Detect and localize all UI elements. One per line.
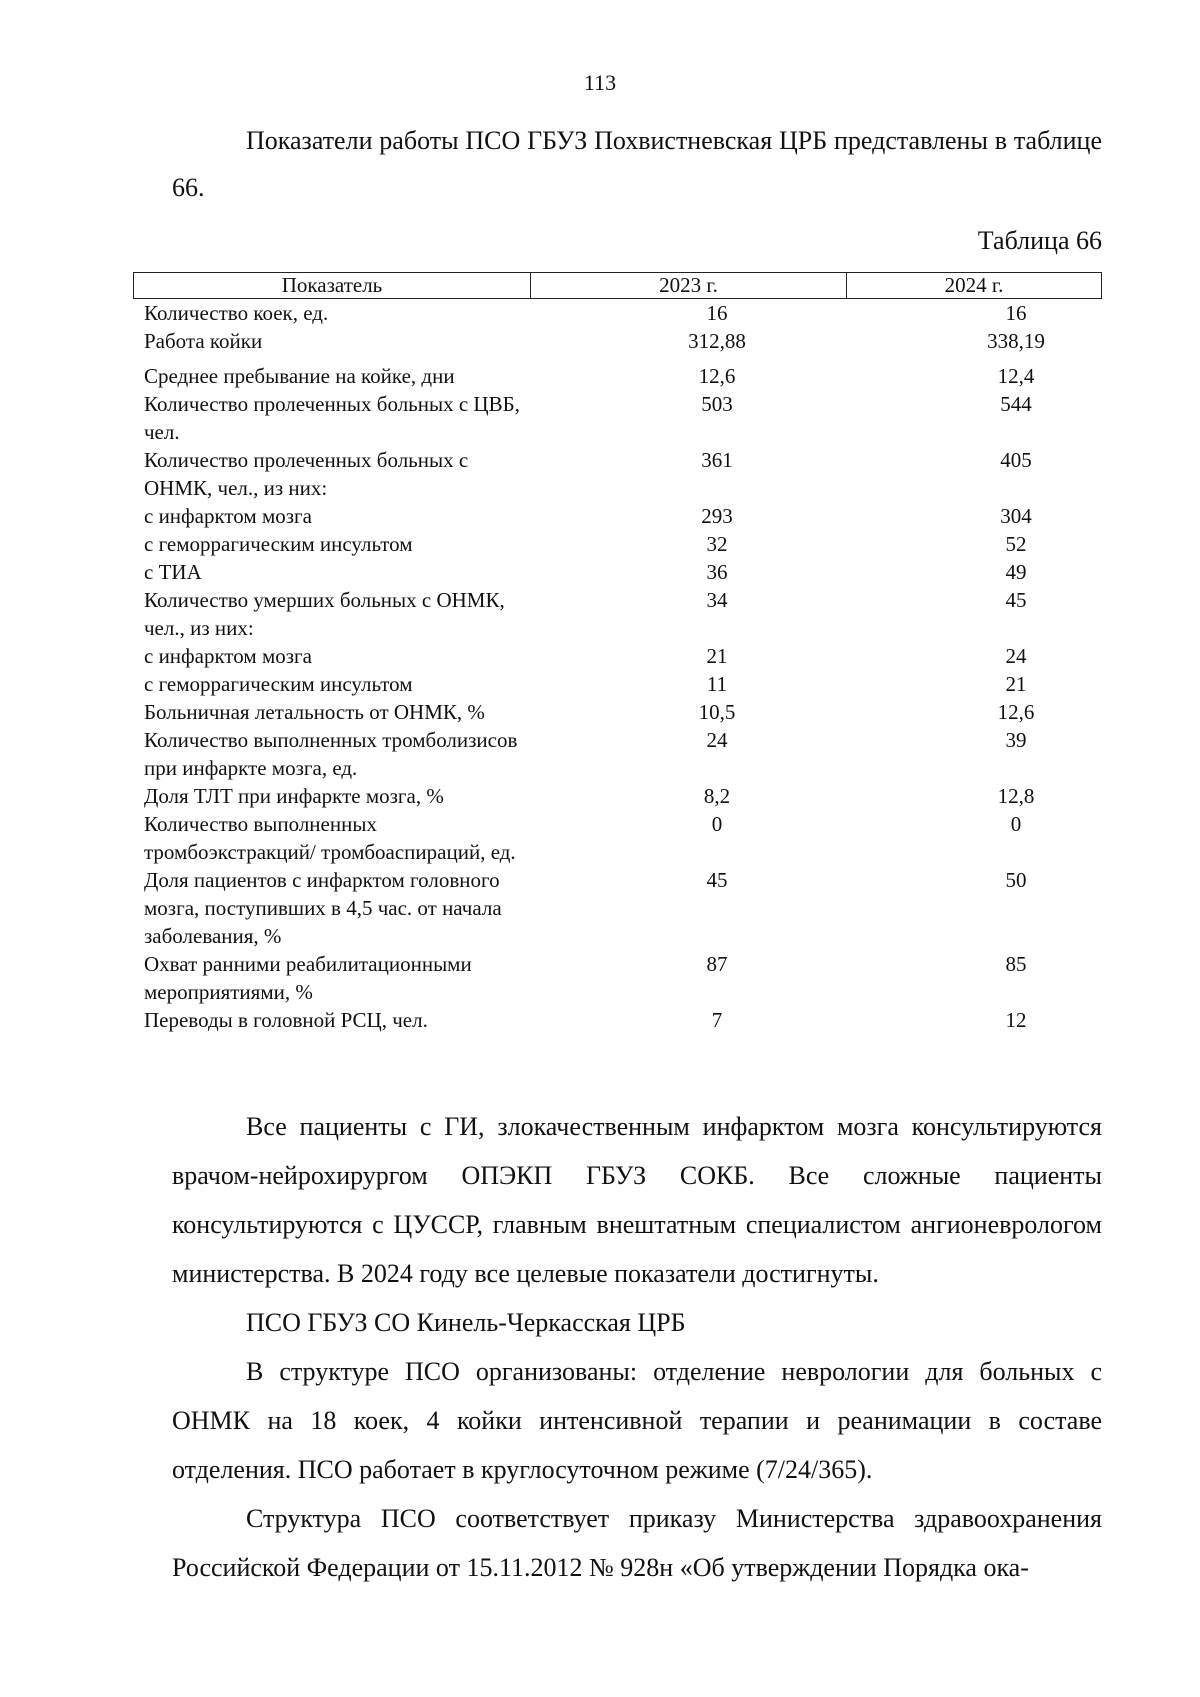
table-row: [144, 726, 1102, 782]
row-label: с геморрагическим инсультом: [144, 532, 413, 556]
row-label: Переводы в головной РСЦ, чел.: [144, 1008, 428, 1032]
paragraph-order: Структура ПСО соответствует приказу Министерства здравоохранения Российской Федерации от 15.11.2012 № 928н «Об утверждении Порядка ока-: [172, 1504, 1102, 1582]
value-2024: 338,19: [987, 329, 1045, 353]
row-label: с геморрагическим инсультом: [144, 672, 413, 696]
value-2023: 16: [706, 301, 728, 325]
value-2024: 12,8: [997, 784, 1035, 808]
row-label: Количество умерших больных с ОНМК, чел., из них:: [144, 588, 505, 640]
value-2023: 312,88: [688, 329, 746, 353]
value-2023: 11: [706, 672, 728, 696]
value-2023: 34: [706, 588, 728, 612]
value-2023: 361: [701, 448, 733, 472]
value-2023: 21: [706, 644, 728, 668]
table-row: [144, 502, 1102, 530]
value-2024: 45: [1005, 588, 1027, 612]
row-label: с инфарктом мозга: [144, 504, 312, 528]
row-label: Охват ранними реабилитационными мероприятиями, %: [144, 952, 472, 1004]
table-row: [144, 866, 1102, 950]
row-label: Доля ТЛТ при инфаркте мозга, %: [144, 784, 444, 808]
page-number: 113: [583, 70, 617, 95]
value-2024: 12: [1005, 1008, 1027, 1032]
value-2024: 12,4: [997, 364, 1035, 388]
value-2023: 0: [711, 812, 723, 836]
table-row: [144, 558, 1102, 586]
table-row: [144, 1006, 1102, 1034]
table-row: [144, 950, 1102, 1006]
value-2023: 45: [706, 868, 728, 892]
row-label: с ТИА: [144, 560, 202, 584]
header-2024: 2024 г.: [944, 273, 1004, 297]
value-2024: 24: [1005, 644, 1027, 668]
paragraph-consultations: Все пациенты с ГИ, злокачественным инфарктом мозга консультируются врачом-нейрохирургом ОПЭКП ГБУЗ СОКБ. Все сложные пациенты консультируются с ЦУССР, главным внештатным специалистом ангионеврологом министерства. В 2024 году все целевые показатели достигнуты.: [172, 1112, 1102, 1288]
value-2024: 85: [1005, 952, 1027, 976]
header-2023: 2023 г.: [531, 273, 847, 298]
table-row: [144, 642, 1102, 670]
value-2024: 405: [1000, 448, 1032, 472]
value-2024: 52: [1005, 532, 1027, 556]
value-2023: 12,6: [698, 364, 736, 388]
table-row: [144, 446, 1102, 502]
table-row: [144, 390, 1102, 446]
row-label: Больничная летальность от ОНМК, %: [144, 700, 485, 724]
table-row: [144, 698, 1102, 726]
table-row: [144, 327, 1102, 355]
value-2024: 16: [1005, 301, 1027, 325]
value-2024: 39: [1005, 728, 1027, 752]
value-2024: 12,6: [997, 700, 1035, 724]
value-2023: 87: [706, 952, 728, 976]
table-row: [144, 299, 1102, 327]
row-label: Количество пролеченных больных с ЦВБ, чел.: [144, 392, 520, 444]
paragraph-structure: В структуре ПСО организованы: отделение неврологии для больных с ОНМК на 18 коек, 4 койки интенсивной терапии и реанимации в составе отделения. ПСО работает в круглосуточном режиме (7/24/365).: [172, 1357, 1102, 1484]
table-header: [133, 272, 1102, 299]
row-label: Среднее пребывание на койке, дни: [144, 364, 455, 388]
value-2024: 49: [1005, 560, 1027, 584]
value-2023: 293: [701, 504, 733, 528]
value-2024: 544: [1000, 392, 1032, 416]
row-label: Количество коек, ед.: [144, 301, 329, 325]
value-2023: 32: [706, 532, 728, 556]
table-row: [144, 586, 1102, 642]
table-row: [144, 670, 1102, 698]
value-2023: 24: [706, 728, 728, 752]
value-2023: 8,2: [703, 784, 731, 808]
row-label: Количество пролеченных больных с ОНМК, чел., из них:: [144, 448, 469, 500]
row-label: Количество выполненных тромбоэкстракций/ тромбоаспираций, ед.: [144, 812, 516, 864]
value-2024: 304: [1000, 504, 1032, 528]
row-label: Доля пациентов с инфарктом головного мозга, поступивших в 4,5 час. от начала заболевания, %: [144, 868, 502, 948]
value-2023: 503: [701, 392, 733, 416]
intro-paragraph: Показатели работы ПСО ГБУЗ Похвистневская ЦРБ представлены в таблице 66.: [172, 126, 1102, 202]
value-2023: 7: [711, 1008, 723, 1032]
row-label: Количество выполненных тромболизисов при инфаркте мозга, ед.: [144, 728, 518, 780]
header-indicator: Показатель: [134, 273, 531, 298]
value-2024: 50: [1005, 868, 1027, 892]
body-text: [172, 1102, 1102, 1592]
value-2024: 21: [1005, 672, 1027, 696]
section-heading: ПСО ГБУЗ СО Кинель-Черкасская ЦРБ: [246, 1308, 686, 1337]
table-caption: Таблица 66: [977, 226, 1102, 255]
table-row: [144, 530, 1102, 558]
row-label: с инфарктом мозга: [144, 644, 312, 668]
value-2023: 36: [706, 560, 728, 584]
value-2023: 10,5: [698, 700, 736, 724]
table-row: [144, 362, 1102, 390]
table-row: [144, 810, 1102, 866]
table-row: [144, 782, 1102, 810]
value-2024: 0: [1010, 812, 1022, 836]
table-body: [144, 299, 1102, 1034]
row-label: Работа койки: [144, 329, 263, 353]
